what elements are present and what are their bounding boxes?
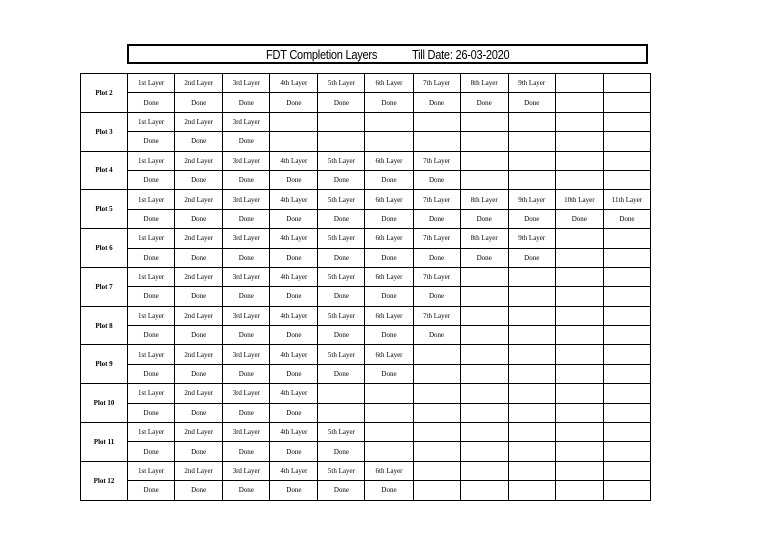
layer-cell: 7th Layer — [413, 229, 460, 248]
status-cell: Done — [318, 248, 365, 267]
status-cell: Done — [413, 248, 460, 267]
layer-cell: 9th Layer — [508, 74, 555, 93]
status-cell: Done — [460, 93, 508, 112]
layer-cell: 5th Layer — [318, 423, 365, 442]
status-cell: Done — [223, 248, 270, 267]
empty-cell — [508, 403, 555, 422]
plot-layer-row — [81, 461, 651, 480]
status-cell: Done — [318, 364, 365, 383]
layer-cell: 1st Layer — [128, 345, 175, 364]
plot-layer-row — [81, 229, 651, 248]
empty-cell — [603, 112, 650, 131]
empty-cell — [460, 423, 508, 442]
layer-cell: 5th Layer — [318, 229, 365, 248]
layer-cell: 2nd Layer — [175, 74, 223, 93]
plot-layer-row — [81, 190, 651, 209]
plot-label: Plot 10 — [81, 384, 128, 423]
layer-cell: 1st Layer — [128, 151, 175, 170]
status-cell: Done — [270, 248, 318, 267]
empty-cell — [413, 345, 460, 364]
status-cell: Done — [413, 287, 460, 306]
empty-cell — [508, 442, 555, 461]
empty-cell — [603, 326, 650, 345]
status-cell: Done — [175, 209, 223, 228]
status-cell: Done — [508, 209, 555, 228]
layer-cell: 9th Layer — [508, 229, 555, 248]
status-cell: Done — [413, 326, 460, 345]
status-cell: Done — [223, 442, 270, 461]
empty-cell — [508, 112, 555, 131]
layer-cell: 3rd Layer — [223, 345, 270, 364]
empty-cell — [508, 345, 555, 364]
empty-cell — [508, 423, 555, 442]
empty-cell — [318, 112, 365, 131]
empty-cell — [318, 403, 365, 422]
empty-cell — [555, 93, 603, 112]
layer-cell: 4th Layer — [270, 345, 318, 364]
document-title: FDT Completion Layers — [266, 47, 378, 62]
plot-label: Plot 12 — [81, 461, 128, 500]
empty-cell — [508, 151, 555, 170]
status-cell: Done — [318, 326, 365, 345]
layer-cell: 2nd Layer — [175, 112, 223, 131]
empty-cell — [460, 403, 508, 422]
layer-cell: 3rd Layer — [223, 229, 270, 248]
empty-cell — [508, 306, 555, 325]
layer-cell: 7th Layer — [413, 151, 460, 170]
layer-cell: 5th Layer — [318, 306, 365, 325]
status-cell: Done — [318, 93, 365, 112]
layer-cell: 4th Layer — [270, 384, 318, 403]
empty-cell — [603, 151, 650, 170]
status-cell: Done — [128, 132, 175, 151]
empty-cell — [413, 132, 460, 151]
status-cell: Done — [365, 326, 413, 345]
layer-cell: 4th Layer — [270, 423, 318, 442]
layer-cell: 7th Layer — [413, 306, 460, 325]
status-cell: Done — [318, 287, 365, 306]
plot-label: Plot 8 — [81, 306, 128, 345]
empty-cell — [603, 423, 650, 442]
plot-layer-row — [81, 151, 651, 170]
till-date: Till Date: 26-03-2020 — [412, 47, 510, 62]
empty-cell — [603, 306, 650, 325]
layer-cell: 2nd Layer — [175, 461, 223, 480]
empty-cell — [603, 461, 650, 480]
status-cell: Done — [223, 287, 270, 306]
empty-cell — [555, 481, 603, 500]
empty-cell — [413, 403, 460, 422]
plot-label: Plot 2 — [81, 74, 128, 113]
status-cell: Done — [223, 481, 270, 500]
layer-cell: 5th Layer — [318, 461, 365, 480]
plot-label: Plot 7 — [81, 267, 128, 306]
layer-cell: 3rd Layer — [223, 306, 270, 325]
status-cell: Done — [128, 170, 175, 189]
status-cell: Done — [365, 481, 413, 500]
empty-cell — [603, 345, 650, 364]
plot-layer-row — [81, 112, 651, 131]
layer-cell: 1st Layer — [128, 461, 175, 480]
empty-cell — [603, 170, 650, 189]
empty-cell — [365, 132, 413, 151]
empty-cell — [460, 442, 508, 461]
layer-cell: 5th Layer — [318, 74, 365, 93]
layer-cell: 9th Layer — [508, 190, 555, 209]
empty-cell — [603, 229, 650, 248]
layer-cell: 7th Layer — [413, 190, 460, 209]
empty-cell — [603, 93, 650, 112]
status-cell: Done — [270, 326, 318, 345]
layer-cell: 2nd Layer — [175, 229, 223, 248]
empty-cell — [460, 151, 508, 170]
status-cell: Done — [365, 364, 413, 383]
empty-cell — [603, 384, 650, 403]
status-cell: Done — [508, 248, 555, 267]
empty-cell — [555, 364, 603, 383]
layer-cell: 3rd Layer — [223, 384, 270, 403]
layer-cell: 1st Layer — [128, 267, 175, 286]
empty-cell — [603, 267, 650, 286]
empty-cell — [270, 112, 318, 131]
layer-cell: 6th Layer — [365, 461, 413, 480]
plot-label: Plot 3 — [81, 112, 128, 151]
empty-cell — [603, 442, 650, 461]
status-cell: Done — [270, 287, 318, 306]
status-cell: Done — [270, 209, 318, 228]
status-cell: Done — [175, 326, 223, 345]
layer-cell: 7th Layer — [413, 74, 460, 93]
empty-cell — [555, 403, 603, 422]
title-box — [127, 44, 648, 64]
layer-cell: 4th Layer — [270, 306, 318, 325]
layer-cell: 2nd Layer — [175, 384, 223, 403]
layer-cell: 4th Layer — [270, 461, 318, 480]
status-cell: Done — [270, 403, 318, 422]
layer-cell: 6th Layer — [365, 190, 413, 209]
empty-cell — [413, 364, 460, 383]
status-cell: Done — [223, 403, 270, 422]
layer-cell: 10th Layer — [555, 190, 603, 209]
empty-cell — [413, 461, 460, 480]
empty-cell — [460, 132, 508, 151]
empty-cell — [555, 461, 603, 480]
status-cell: Done — [460, 209, 508, 228]
status-cell: Done — [413, 170, 460, 189]
status-cell: Done — [175, 364, 223, 383]
empty-cell — [460, 287, 508, 306]
empty-cell — [508, 267, 555, 286]
status-cell: Done — [413, 209, 460, 228]
empty-cell — [365, 423, 413, 442]
layer-cell: 6th Layer — [365, 151, 413, 170]
status-cell: Done — [128, 403, 175, 422]
empty-cell — [603, 403, 650, 422]
empty-cell — [603, 74, 650, 93]
layer-cell: 1st Layer — [128, 229, 175, 248]
empty-cell — [460, 481, 508, 500]
layer-cell: 4th Layer — [270, 74, 318, 93]
empty-cell — [555, 74, 603, 93]
status-cell: Done — [365, 248, 413, 267]
empty-cell — [460, 170, 508, 189]
empty-cell — [555, 345, 603, 364]
plot-status-row — [81, 132, 651, 151]
status-cell: Done — [318, 442, 365, 461]
status-cell: Done — [223, 326, 270, 345]
status-cell: Done — [175, 93, 223, 112]
layer-cell: 1st Layer — [128, 112, 175, 131]
layers-table — [80, 73, 651, 501]
empty-cell — [555, 267, 603, 286]
plot-status-row — [81, 93, 651, 112]
status-cell: Done — [270, 481, 318, 500]
layer-cell: 3rd Layer — [223, 190, 270, 209]
plot-status-row — [81, 170, 651, 189]
empty-cell — [555, 384, 603, 403]
plot-label: Plot 5 — [81, 190, 128, 229]
status-cell: Done — [175, 481, 223, 500]
layer-cell: 8th Layer — [460, 229, 508, 248]
plot-label: Plot 6 — [81, 229, 128, 268]
status-cell: Done — [128, 364, 175, 383]
empty-cell — [603, 364, 650, 383]
empty-cell — [365, 384, 413, 403]
layer-cell: 4th Layer — [270, 267, 318, 286]
status-cell: Done — [603, 209, 650, 228]
status-cell: Done — [555, 209, 603, 228]
empty-cell — [555, 442, 603, 461]
empty-cell — [508, 384, 555, 403]
status-cell: Done — [318, 481, 365, 500]
status-cell: Done — [365, 93, 413, 112]
empty-cell — [603, 132, 650, 151]
status-cell: Done — [223, 93, 270, 112]
status-cell: Done — [365, 287, 413, 306]
empty-cell — [413, 112, 460, 131]
empty-cell — [555, 326, 603, 345]
plot-status-row — [81, 287, 651, 306]
plot-layer-row — [81, 306, 651, 325]
status-cell: Done — [128, 442, 175, 461]
status-cell: Done — [365, 209, 413, 228]
layer-cell: 5th Layer — [318, 151, 365, 170]
status-cell: Done — [223, 170, 270, 189]
empty-cell — [555, 112, 603, 131]
layer-cell: 1st Layer — [128, 384, 175, 403]
plot-status-row — [81, 481, 651, 500]
empty-cell — [460, 326, 508, 345]
status-cell: Done — [175, 442, 223, 461]
layer-cell: 3rd Layer — [223, 267, 270, 286]
empty-cell — [460, 384, 508, 403]
status-cell: Done — [413, 93, 460, 112]
layer-cell: 5th Layer — [318, 190, 365, 209]
empty-cell — [413, 384, 460, 403]
empty-cell — [508, 287, 555, 306]
empty-cell — [413, 442, 460, 461]
empty-cell — [365, 403, 413, 422]
empty-cell — [555, 229, 603, 248]
layer-cell: 1st Layer — [128, 74, 175, 93]
layer-cell: 4th Layer — [270, 190, 318, 209]
status-cell: Done — [175, 248, 223, 267]
layer-cell: 2nd Layer — [175, 151, 223, 170]
plot-status-row — [81, 442, 651, 461]
layer-cell: 2nd Layer — [175, 267, 223, 286]
layer-cell: 1st Layer — [128, 306, 175, 325]
empty-cell — [508, 481, 555, 500]
layers-table-body — [81, 74, 651, 501]
plot-status-row — [81, 326, 651, 345]
status-cell: Done — [318, 170, 365, 189]
status-cell: Done — [270, 93, 318, 112]
status-cell: Done — [175, 132, 223, 151]
layer-cell: 3rd Layer — [223, 151, 270, 170]
empty-cell — [460, 306, 508, 325]
empty-cell — [603, 287, 650, 306]
status-cell: Done — [128, 93, 175, 112]
plot-layer-row — [81, 267, 651, 286]
plot-status-row — [81, 364, 651, 383]
empty-cell — [555, 170, 603, 189]
layer-cell: 1st Layer — [128, 423, 175, 442]
plot-layer-row — [81, 384, 651, 403]
empty-cell — [508, 461, 555, 480]
empty-cell — [270, 132, 318, 151]
empty-cell — [555, 306, 603, 325]
layer-cell: 6th Layer — [365, 345, 413, 364]
empty-cell — [555, 151, 603, 170]
layer-cell: 8th Layer — [460, 190, 508, 209]
status-cell: Done — [270, 442, 318, 461]
layer-cell: 2nd Layer — [175, 190, 223, 209]
empty-cell — [508, 326, 555, 345]
empty-cell — [460, 461, 508, 480]
empty-cell — [555, 287, 603, 306]
layer-cell: 2nd Layer — [175, 306, 223, 325]
layer-cell: 3rd Layer — [223, 423, 270, 442]
plot-label: Plot 9 — [81, 345, 128, 384]
plot-layer-row — [81, 74, 651, 93]
layer-cell: 5th Layer — [318, 345, 365, 364]
empty-cell — [413, 423, 460, 442]
status-cell: Done — [223, 364, 270, 383]
empty-cell — [365, 442, 413, 461]
status-cell: Done — [270, 364, 318, 383]
layer-cell: 3rd Layer — [223, 112, 270, 131]
plot-status-row — [81, 209, 651, 228]
empty-cell — [460, 364, 508, 383]
empty-cell — [413, 481, 460, 500]
status-cell: Done — [508, 93, 555, 112]
plot-label: Plot 4 — [81, 151, 128, 190]
layer-cell: 11th Layer — [603, 190, 650, 209]
layer-cell: 3rd Layer — [223, 461, 270, 480]
plot-layer-row — [81, 345, 651, 364]
layer-cell: 8th Layer — [460, 74, 508, 93]
status-cell: Done — [128, 287, 175, 306]
layer-cell: 4th Layer — [270, 229, 318, 248]
layer-cell: 6th Layer — [365, 306, 413, 325]
empty-cell — [318, 384, 365, 403]
plot-label: Plot 11 — [81, 423, 128, 462]
empty-cell — [365, 112, 413, 131]
status-cell: Done — [128, 481, 175, 500]
status-cell: Done — [175, 403, 223, 422]
empty-cell — [508, 364, 555, 383]
empty-cell — [460, 267, 508, 286]
empty-cell — [603, 481, 650, 500]
plot-status-row — [81, 403, 651, 422]
layer-cell: 6th Layer — [365, 229, 413, 248]
status-cell: Done — [223, 132, 270, 151]
status-cell: Done — [223, 209, 270, 228]
empty-cell — [318, 132, 365, 151]
status-cell: Done — [128, 326, 175, 345]
status-cell: Done — [270, 170, 318, 189]
empty-cell — [555, 248, 603, 267]
status-cell: Done — [318, 209, 365, 228]
empty-cell — [555, 423, 603, 442]
empty-cell — [603, 248, 650, 267]
status-cell: Done — [365, 170, 413, 189]
layer-cell: 3rd Layer — [223, 74, 270, 93]
layer-cell: 6th Layer — [365, 74, 413, 93]
status-cell: Done — [128, 248, 175, 267]
plot-status-row — [81, 248, 651, 267]
layer-cell: 6th Layer — [365, 267, 413, 286]
layer-cell: 1st Layer — [128, 190, 175, 209]
layer-cell: 2nd Layer — [175, 423, 223, 442]
layer-cell: 5th Layer — [318, 267, 365, 286]
empty-cell — [555, 132, 603, 151]
status-cell: Done — [175, 170, 223, 189]
layer-cell: 7th Layer — [413, 267, 460, 286]
status-cell: Done — [128, 209, 175, 228]
plot-layer-row — [81, 423, 651, 442]
layer-cell: 2nd Layer — [175, 345, 223, 364]
layer-cell: 4th Layer — [270, 151, 318, 170]
empty-cell — [460, 345, 508, 364]
status-cell: Done — [460, 248, 508, 267]
empty-cell — [508, 132, 555, 151]
empty-cell — [508, 170, 555, 189]
status-cell: Done — [175, 287, 223, 306]
empty-cell — [460, 112, 508, 131]
